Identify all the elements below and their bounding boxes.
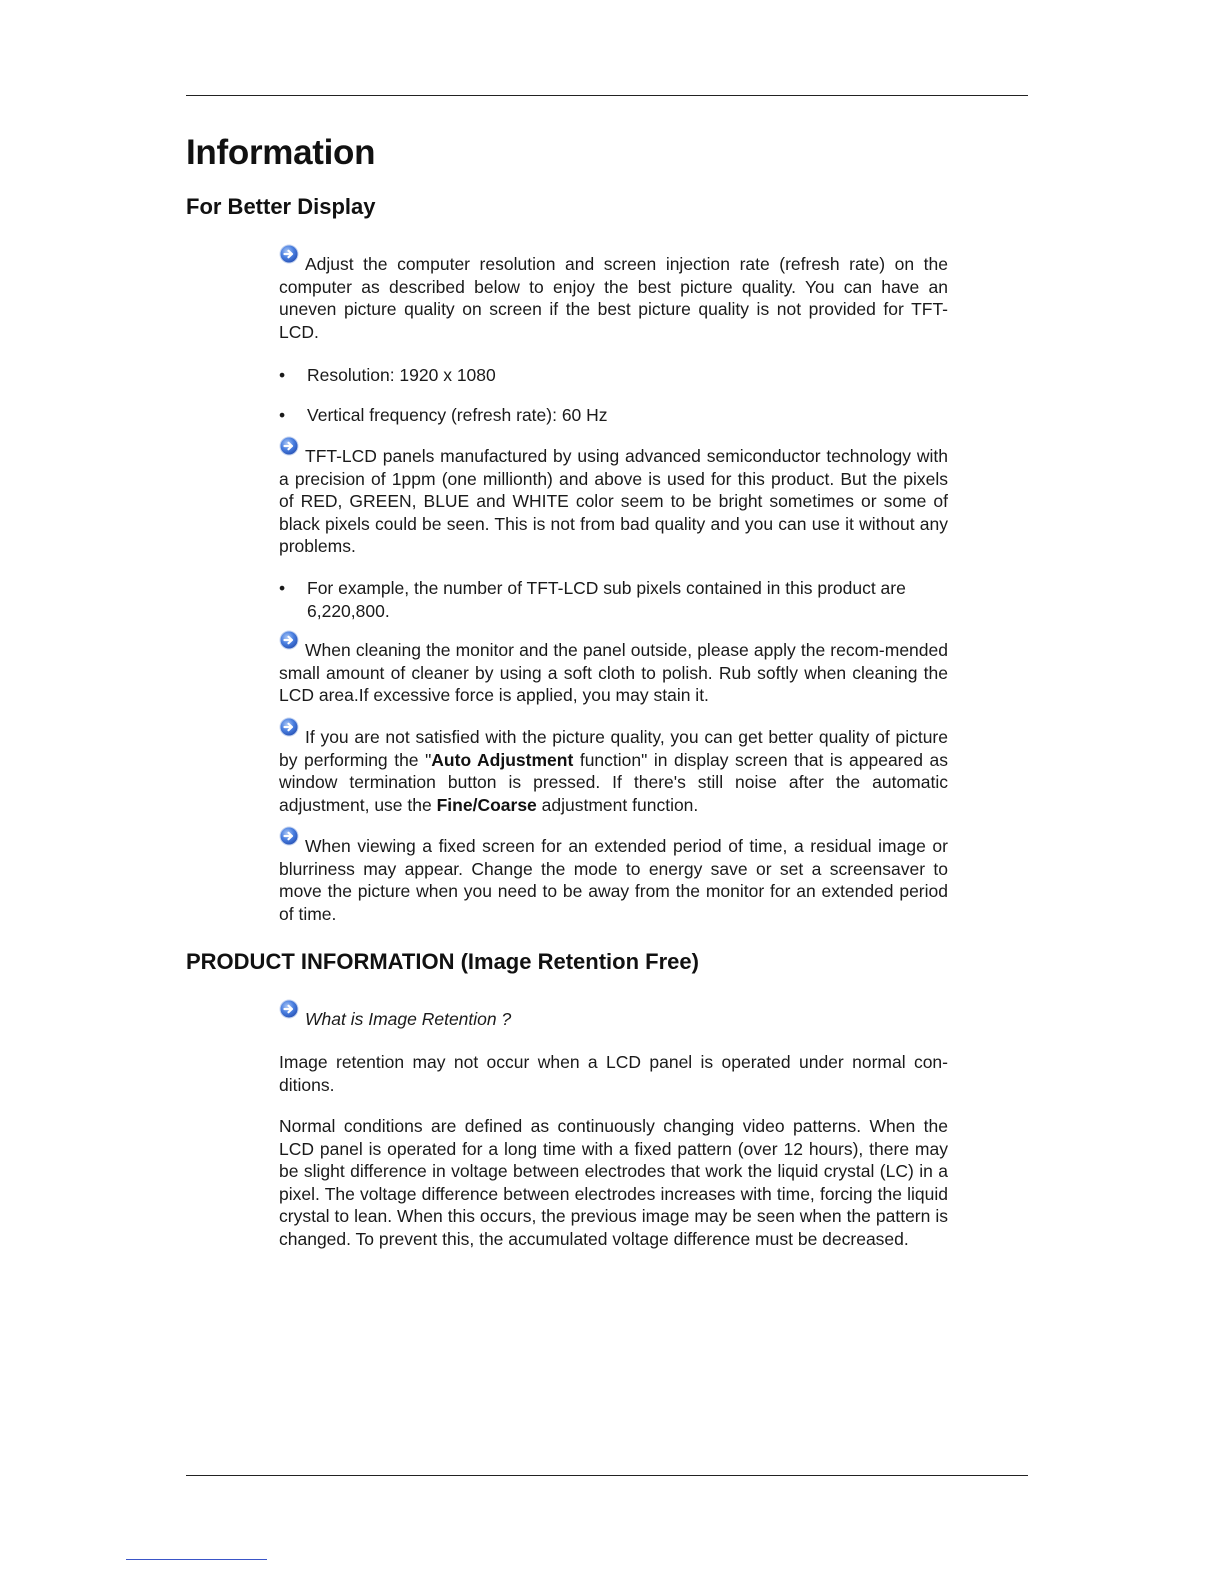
question-image-retention: What is Image Retention ? (279, 1006, 948, 1031)
bullet-sub-pixels (279, 577, 948, 622)
bullet-frequency (279, 404, 948, 427)
arrow-circle-icon (279, 244, 299, 264)
paragraph-tft-lcd: TFT-LCD panels manufactured by using advanced semiconductor technology with a precision of 1ppm (one millionth) and above is used for this product. But the pixels of RED, GREEN, BLUE and WHITE color seem to be bright sometimes or some of black pixels could be seen. This is not from bad quality and you can use it without any problems. (279, 443, 948, 558)
footer-link-underline (126, 1559, 267, 1560)
bullet-text: Vertical frequency (refresh rate): 60 Hz (307, 405, 608, 425)
auto-adjustment-term: Auto Adjustment (431, 749, 574, 770)
arrow-circle-icon (279, 630, 299, 650)
arrow-circle-icon (279, 826, 299, 846)
paragraph-retention-details: Normal conditions are defined as continuously changing video patterns. When the LCD panel is operated for a long time with a fixed pattern (over 12 hours), there may be slight difference in voltage between electrodes that work the liquid crystal (LC) in a pixel. The voltage difference between electrodes increases with time, forcing the liquid crystal to lean. When this occurs, the previous image may be seen when the pattern is changed. To prevent this, the accumulated voltage difference must be decreased. (279, 1116, 948, 1249)
paragraph-auto-adjustment: If you are not satisfied with the picture quality, you can get better quality of picture by performing the "Auto Adjustment function" in display screen that is appeared as window termination button is pressed. If there's still noise after the automatic adjustment, use the Fine/Coarse adjustment function. (279, 724, 948, 816)
arrow-circle-icon (279, 436, 299, 456)
header-rule (186, 95, 1028, 96)
bullet-dot: • (279, 405, 286, 425)
bullet-dot: • (279, 578, 286, 598)
arrow-circle-icon (279, 717, 299, 737)
fine-coarse-term: Fine/Coarse (436, 794, 537, 815)
paragraph-retention-normal: Image retention may not occur when a LCD panel is operated under normal con-ditions. (279, 1052, 948, 1095)
paragraph-resolution: Adjust the computer resolution and screen injection rate (refresh rate) on the computer as described below to enjoy the best picture quality. You can have an uneven picture quality on screen if the best picture quality is not provided for TFT-LCD. (279, 251, 948, 343)
paragraph-cleaning: When cleaning the monitor and the panel outside, please apply the recom-mended small amount of cleaner by using a soft cloth to polish. Rub softly when cleaning the LCD area.If excessive force is applied, you may stain it. (279, 637, 948, 707)
bullet-resolution (279, 364, 948, 387)
section-heading-product-information: PRODUCT INFORMATION (Image Retention Free) (186, 949, 699, 974)
bullet-text: Resolution: 1920 x 1080 (307, 365, 496, 385)
section-heading-better-display: For Better Display (186, 194, 376, 219)
arrow-circle-icon (279, 999, 299, 1019)
bullet-text: For example, the number of TFT-LCD sub pixels contained in this product are 6,220,800. (307, 578, 906, 621)
paragraph-fixed-screen: When viewing a fixed screen for an extended period of time, a residual image or blurriness may appear. Change the mode to energy save or set a screensaver to move the picture when you need to be away from the monitor for an extended period of time. (279, 833, 948, 925)
bullet-dot: • (279, 365, 286, 385)
footer-rule (186, 1475, 1028, 1476)
page-title: Information (186, 133, 376, 172)
